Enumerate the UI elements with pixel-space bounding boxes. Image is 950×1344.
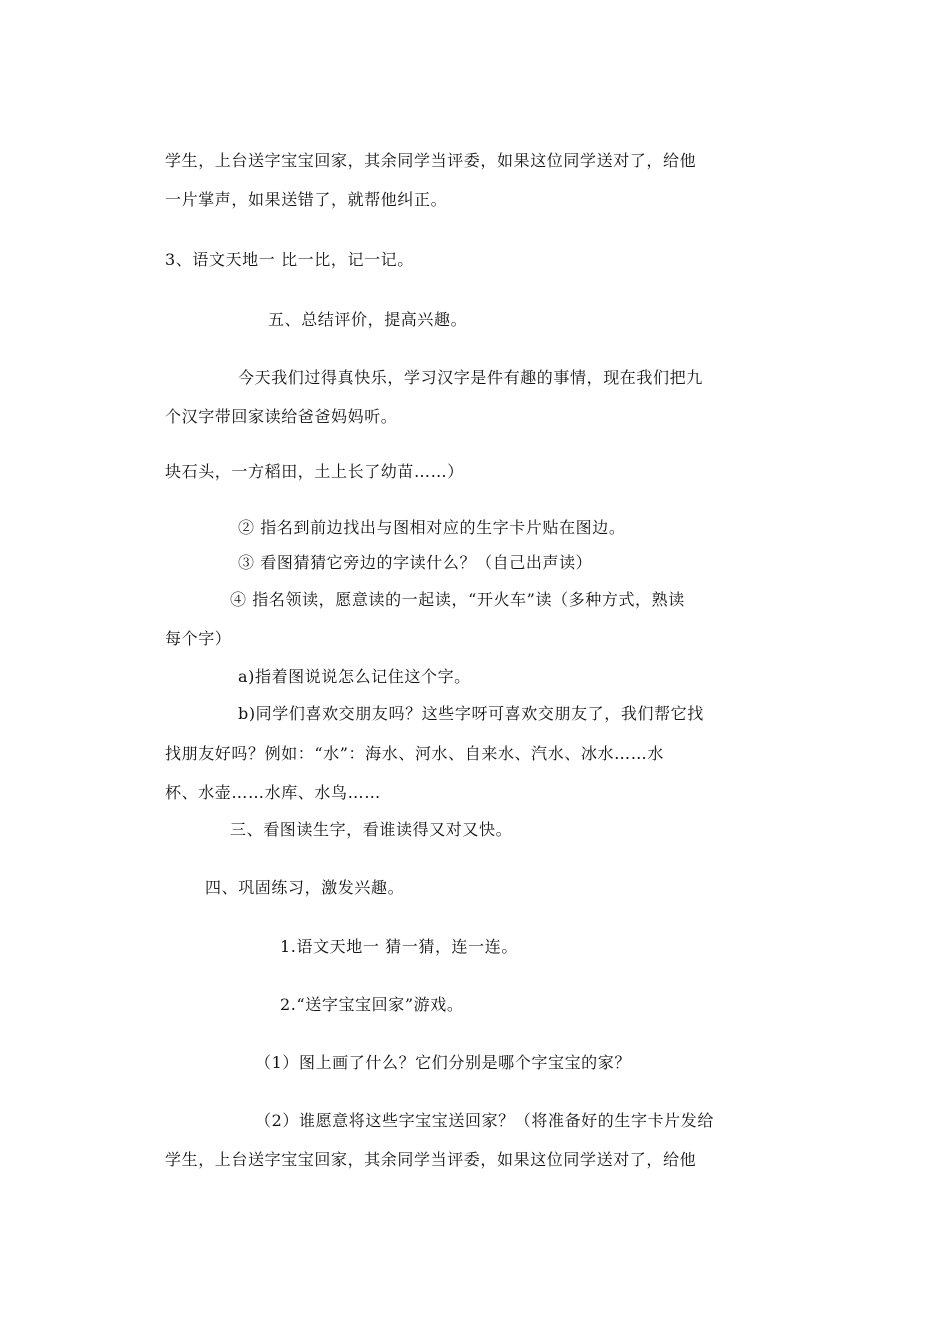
text-line: ② 指名到前边找出与图相对应的生字卡片贴在图边。 — [238, 518, 626, 537]
text-line: 个汉字带回家读给爸爸妈妈听。 — [165, 407, 398, 426]
section-heading: 四、巩固练习，激发兴趣。 — [205, 878, 405, 897]
text-line: 杯、水壶……水库、水鸟…… — [165, 783, 381, 802]
text-line: 学生，上台送字宝宝回家，其余同学当评委，如果这位同学送对了，给他 — [165, 151, 697, 170]
text-line: a)指着图说说怎么记住这个字。 — [238, 667, 471, 686]
text-line: （1）图上画了什么？它们分别是哪个字宝宝的家？ — [255, 1053, 631, 1072]
text-line: ③ 看图猜猜它旁边的字读什么？（自己出声读） — [238, 553, 593, 572]
text-line: 2.“送字宝宝回家”游戏。 — [280, 995, 464, 1014]
text-line: 每个字） — [165, 629, 232, 648]
text-line: 找朋友好吗？例如：“水”：海水、河水、自来水、汽水、冰水……水 — [165, 744, 664, 763]
text-line: 1.语文天地一 猜一猜，连一连。 — [280, 937, 518, 956]
text-line: 一片掌声，如果送错了，就帮他纠正。 — [165, 190, 448, 209]
section-heading: 三、看图读生字，看谁读得又对又快。 — [230, 820, 513, 839]
section-heading: 五、总结评价，提高兴趣。 — [268, 310, 468, 329]
text-line: ④ 指名领读，愿意读的一起读，“开火车”读（多种方式，熟读 — [230, 590, 685, 609]
text-line: 今天我们过得真快乐，学习汉字是件有趣的事情，现在我们把九 — [238, 368, 703, 387]
text-line: 学生，上台送字宝宝回家，其余同学当评委，如果这位同学送对了，给他 — [165, 1150, 697, 1169]
text-line: 3、语文天地一 比一比，记一记。 — [165, 250, 414, 269]
text-line: （2）谁愿意将这些字宝宝送回家？（将准备好的生字卡片发给 — [255, 1111, 714, 1130]
text-line: 块石头，一方稻田，土上长了幼苗……） — [165, 462, 464, 481]
text-line: b)同学们喜欢交朋友吗？这些字呀可喜欢交朋友了，我们帮它找 — [238, 704, 704, 723]
